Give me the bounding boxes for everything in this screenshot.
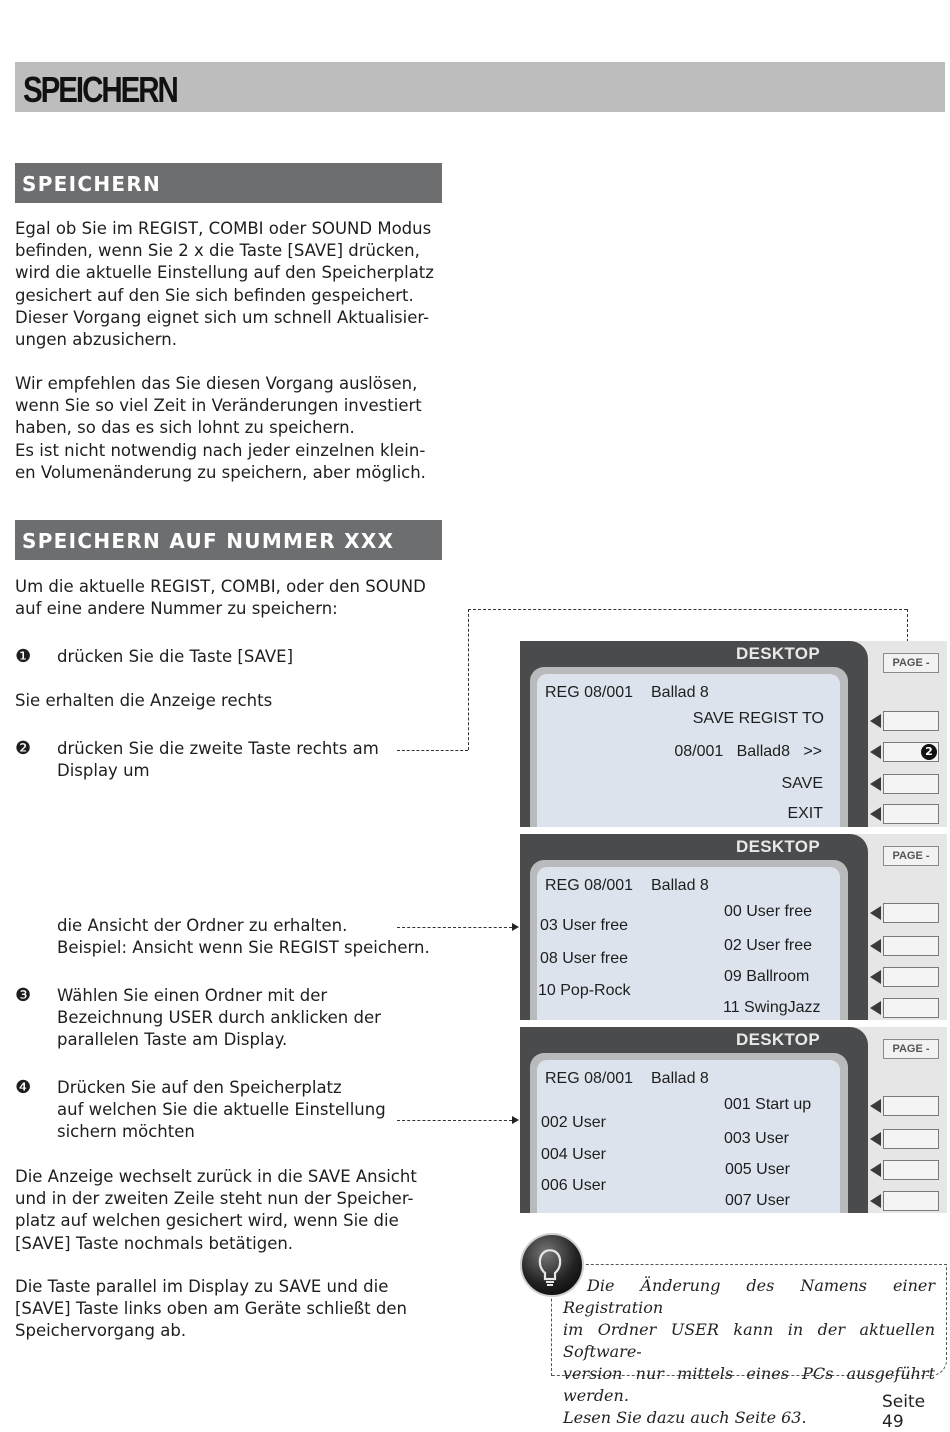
slot-item[interactable]: 003 User <box>724 1130 789 1147</box>
text-line: [SAVE] Taste links oben am Geräte schließt den <box>15 1299 407 1319</box>
section-title: SPEICHERN <box>22 172 162 196</box>
connector-line <box>468 609 907 610</box>
lcd-panel-slots <box>520 1027 947 1213</box>
page-number: Seite 49 <box>882 1392 926 1432</box>
arrow-left-icon <box>870 1163 881 1177</box>
lcd-name: Ballad 8 <box>651 684 709 701</box>
paragraph-save-view <box>15 1166 442 1255</box>
note-display-right: Sie erhalten die Anzeige rechts <box>15 691 273 710</box>
desktop-logo: DESKTOP <box>736 644 820 663</box>
text-line: Um die aktuelle REGIST, COMBI, oder den SOUND <box>15 577 426 596</box>
side-key-3[interactable] <box>883 967 939 987</box>
text-line: Bezeichnung USER durch anklicken der <box>57 1008 381 1028</box>
folder-item[interactable]: 08 User free <box>540 950 629 967</box>
text-line: im Ordner USER kann in der aktuellen Software- <box>563 1320 935 1361</box>
text-line: Wählen Sie einen Ordner mit der <box>57 986 328 1005</box>
section-heading-speichern-auf-nummer <box>15 520 442 560</box>
arrow-right-icon <box>512 923 519 931</box>
text-line: platz auf welchen gesichert wird, wenn Sie die <box>15 1211 399 1231</box>
page-button[interactable]: PAGE - <box>883 653 939 673</box>
lcd-title: REG 08/001 <box>545 684 634 701</box>
text-line: gesichert auf den Sie sich befinden gespeichert. <box>15 285 414 305</box>
lcd-save-regist-to[interactable]: SAVE REGIST TO <box>692 710 824 727</box>
text-line: [SAVE] Taste nochmals betätigen. <box>15 1233 294 1253</box>
slot-item[interactable]: 006 User <box>541 1177 606 1194</box>
arrow-left-icon <box>870 745 881 759</box>
paragraph-recommendation <box>15 373 442 484</box>
arrow-left-icon <box>870 1001 881 1015</box>
text-line: Speichervorgang ab. <box>15 1321 187 1341</box>
step-2-text <box>57 738 379 782</box>
connector-line <box>397 927 512 928</box>
side-key-4[interactable] <box>883 1191 939 1211</box>
lcd-exit[interactable]: EXIT <box>787 805 823 822</box>
slot-item[interactable]: 004 User <box>541 1146 606 1163</box>
arrow-left-icon <box>870 777 881 791</box>
side-key-3[interactable] <box>883 1160 939 1180</box>
text-line: ungen abzusichern. <box>15 330 178 350</box>
side-key-4[interactable] <box>883 804 939 824</box>
lcd-panel-save-regist <box>520 641 947 827</box>
text-line: Es ist nicht notwendig nach jeder einzelnen klein- <box>15 440 426 460</box>
side-key-4[interactable] <box>883 998 939 1018</box>
text-line: parallelen Taste am Display. <box>57 1030 288 1050</box>
desktop-logo: DESKTOP <box>736 1030 820 1049</box>
arrow-left-icon <box>870 970 881 984</box>
page-button[interactable]: PAGE - <box>883 846 939 866</box>
arrow-left-icon <box>870 807 881 821</box>
text-line: Beispiel: Ansicht wenn Sie REGIST speichern. <box>57 938 430 958</box>
step-3-number: ❸ <box>15 985 32 1006</box>
connector-line <box>397 750 468 751</box>
text-line: Dieser Vorgang eignet sich um schnell Aktualisier- <box>15 307 430 327</box>
text-line: auf eine andere Nummer zu speichern: <box>15 599 338 619</box>
text-line: Display um <box>57 761 150 781</box>
arrow-left-icon <box>870 1132 881 1146</box>
text-line: en Volumenänderung zu speichern, aber möglich. <box>15 462 426 482</box>
page-button[interactable]: PAGE - <box>883 1039 939 1059</box>
side-key-3[interactable] <box>883 774 939 794</box>
paragraph-finish <box>15 1276 442 1343</box>
side-key-2[interactable] <box>883 1129 939 1149</box>
step-2-badge: 2 <box>921 744 937 760</box>
text-line: sichern möchten <box>57 1122 195 1142</box>
folder-item[interactable]: 09 Ballroom <box>724 968 810 985</box>
lcd-title: REG 08/001 <box>545 877 634 894</box>
desktop-logo: DESKTOP <box>736 837 820 856</box>
text-line: Wir empfehlen das Sie diesen Vorgang auslösen, <box>15 374 418 393</box>
step-1-text: drücken Sie die Taste [SAVE] <box>57 647 294 666</box>
arrow-left-icon <box>870 1194 881 1208</box>
page-header-bar <box>15 62 945 112</box>
side-key-2[interactable] <box>883 936 939 956</box>
step-4-number: ❹ <box>15 1077 32 1098</box>
text-line: die Ansicht der Ordner zu erhalten. <box>57 916 348 935</box>
slot-item[interactable]: 001 Start up <box>724 1096 812 1113</box>
folder-item[interactable]: 03 User free <box>540 917 629 934</box>
arrow-left-icon <box>870 1099 881 1113</box>
folder-item[interactable]: 00 User free <box>724 903 813 920</box>
step-2-continuation <box>57 915 430 959</box>
slot-item[interactable]: 002 User <box>541 1114 606 1131</box>
connector-line <box>468 609 469 750</box>
slot-item[interactable]: 005 User <box>725 1161 790 1178</box>
text-line: Egal ob Sie im REGIST, COMBI oder SOUND Modus <box>15 219 432 238</box>
text-line: Die Änderung des Namens einer Registration <box>563 1276 935 1317</box>
side-key-1[interactable] <box>883 711 939 731</box>
text-line: befinden, wenn Sie 2 x die Taste [SAVE] drücken, <box>15 241 420 261</box>
step-1-number: ❶ <box>15 646 32 667</box>
side-key-1[interactable] <box>883 1096 939 1116</box>
text-line: Die Taste parallel im Display zu SAVE und die <box>15 1277 389 1296</box>
text-line: version nur mittels eines PCs ausgeführt werden. <box>563 1364 935 1405</box>
text-line: auf welchen Sie die aktuelle Einstellung <box>57 1100 386 1120</box>
section-title: SPEICHERN AUF NUMMER XXX <box>22 529 395 553</box>
step-2-number: ❷ <box>15 738 32 759</box>
arrow-left-icon <box>870 714 881 728</box>
text-line: haben, so das es sich lohnt zu speichern. <box>15 418 355 438</box>
text-line: wird die aktuelle Einstellung auf den Speicherplatz <box>15 263 434 283</box>
step-3-text <box>57 985 381 1052</box>
lcd-name: Ballad 8 <box>651 877 709 894</box>
arrow-right-icon <box>512 1116 519 1124</box>
text-line: und in der zweiten Zeile steht nun der Speicher- <box>15 1189 414 1209</box>
arrow-left-icon <box>870 906 881 920</box>
side-key-1[interactable] <box>883 903 939 923</box>
paragraph-section2-intro <box>15 576 442 620</box>
arrow-left-icon <box>870 939 881 953</box>
folder-item[interactable]: 11 SwingJazz <box>723 999 821 1016</box>
lcd-save[interactable]: SAVE <box>781 775 823 792</box>
slot-item[interactable]: 007 User <box>725 1192 790 1209</box>
page-title: SPEICHERN <box>23 69 177 110</box>
step-4-text <box>57 1077 386 1144</box>
text-line: drücken Sie die zweite Taste rechts am <box>57 739 379 758</box>
tip-text <box>563 1275 935 1429</box>
text-line: Die Anzeige wechselt zurück in die SAVE Ansicht <box>15 1167 417 1186</box>
folder-item[interactable]: 02 User free <box>724 937 813 954</box>
folder-item[interactable]: 10 Pop-Rock <box>538 982 631 999</box>
text-line: wenn Sie so viel Zeit in Veränderungen investiert <box>15 396 422 416</box>
lcd-title: REG 08/001 <box>545 1070 634 1087</box>
text-line: Drücken Sie auf den Speicherplatz <box>57 1078 342 1097</box>
lcd-target-slot[interactable]: 08/001 Ballad8 >> <box>674 743 822 760</box>
lcd-panel-folders <box>520 834 947 1020</box>
section-heading-speichern <box>15 163 442 203</box>
paragraph-intro <box>15 218 442 351</box>
connector-line <box>397 1120 512 1121</box>
text-line: Lesen Sie dazu auch Seite 63. <box>563 1408 807 1427</box>
lcd-name: Ballad 8 <box>651 1070 709 1087</box>
